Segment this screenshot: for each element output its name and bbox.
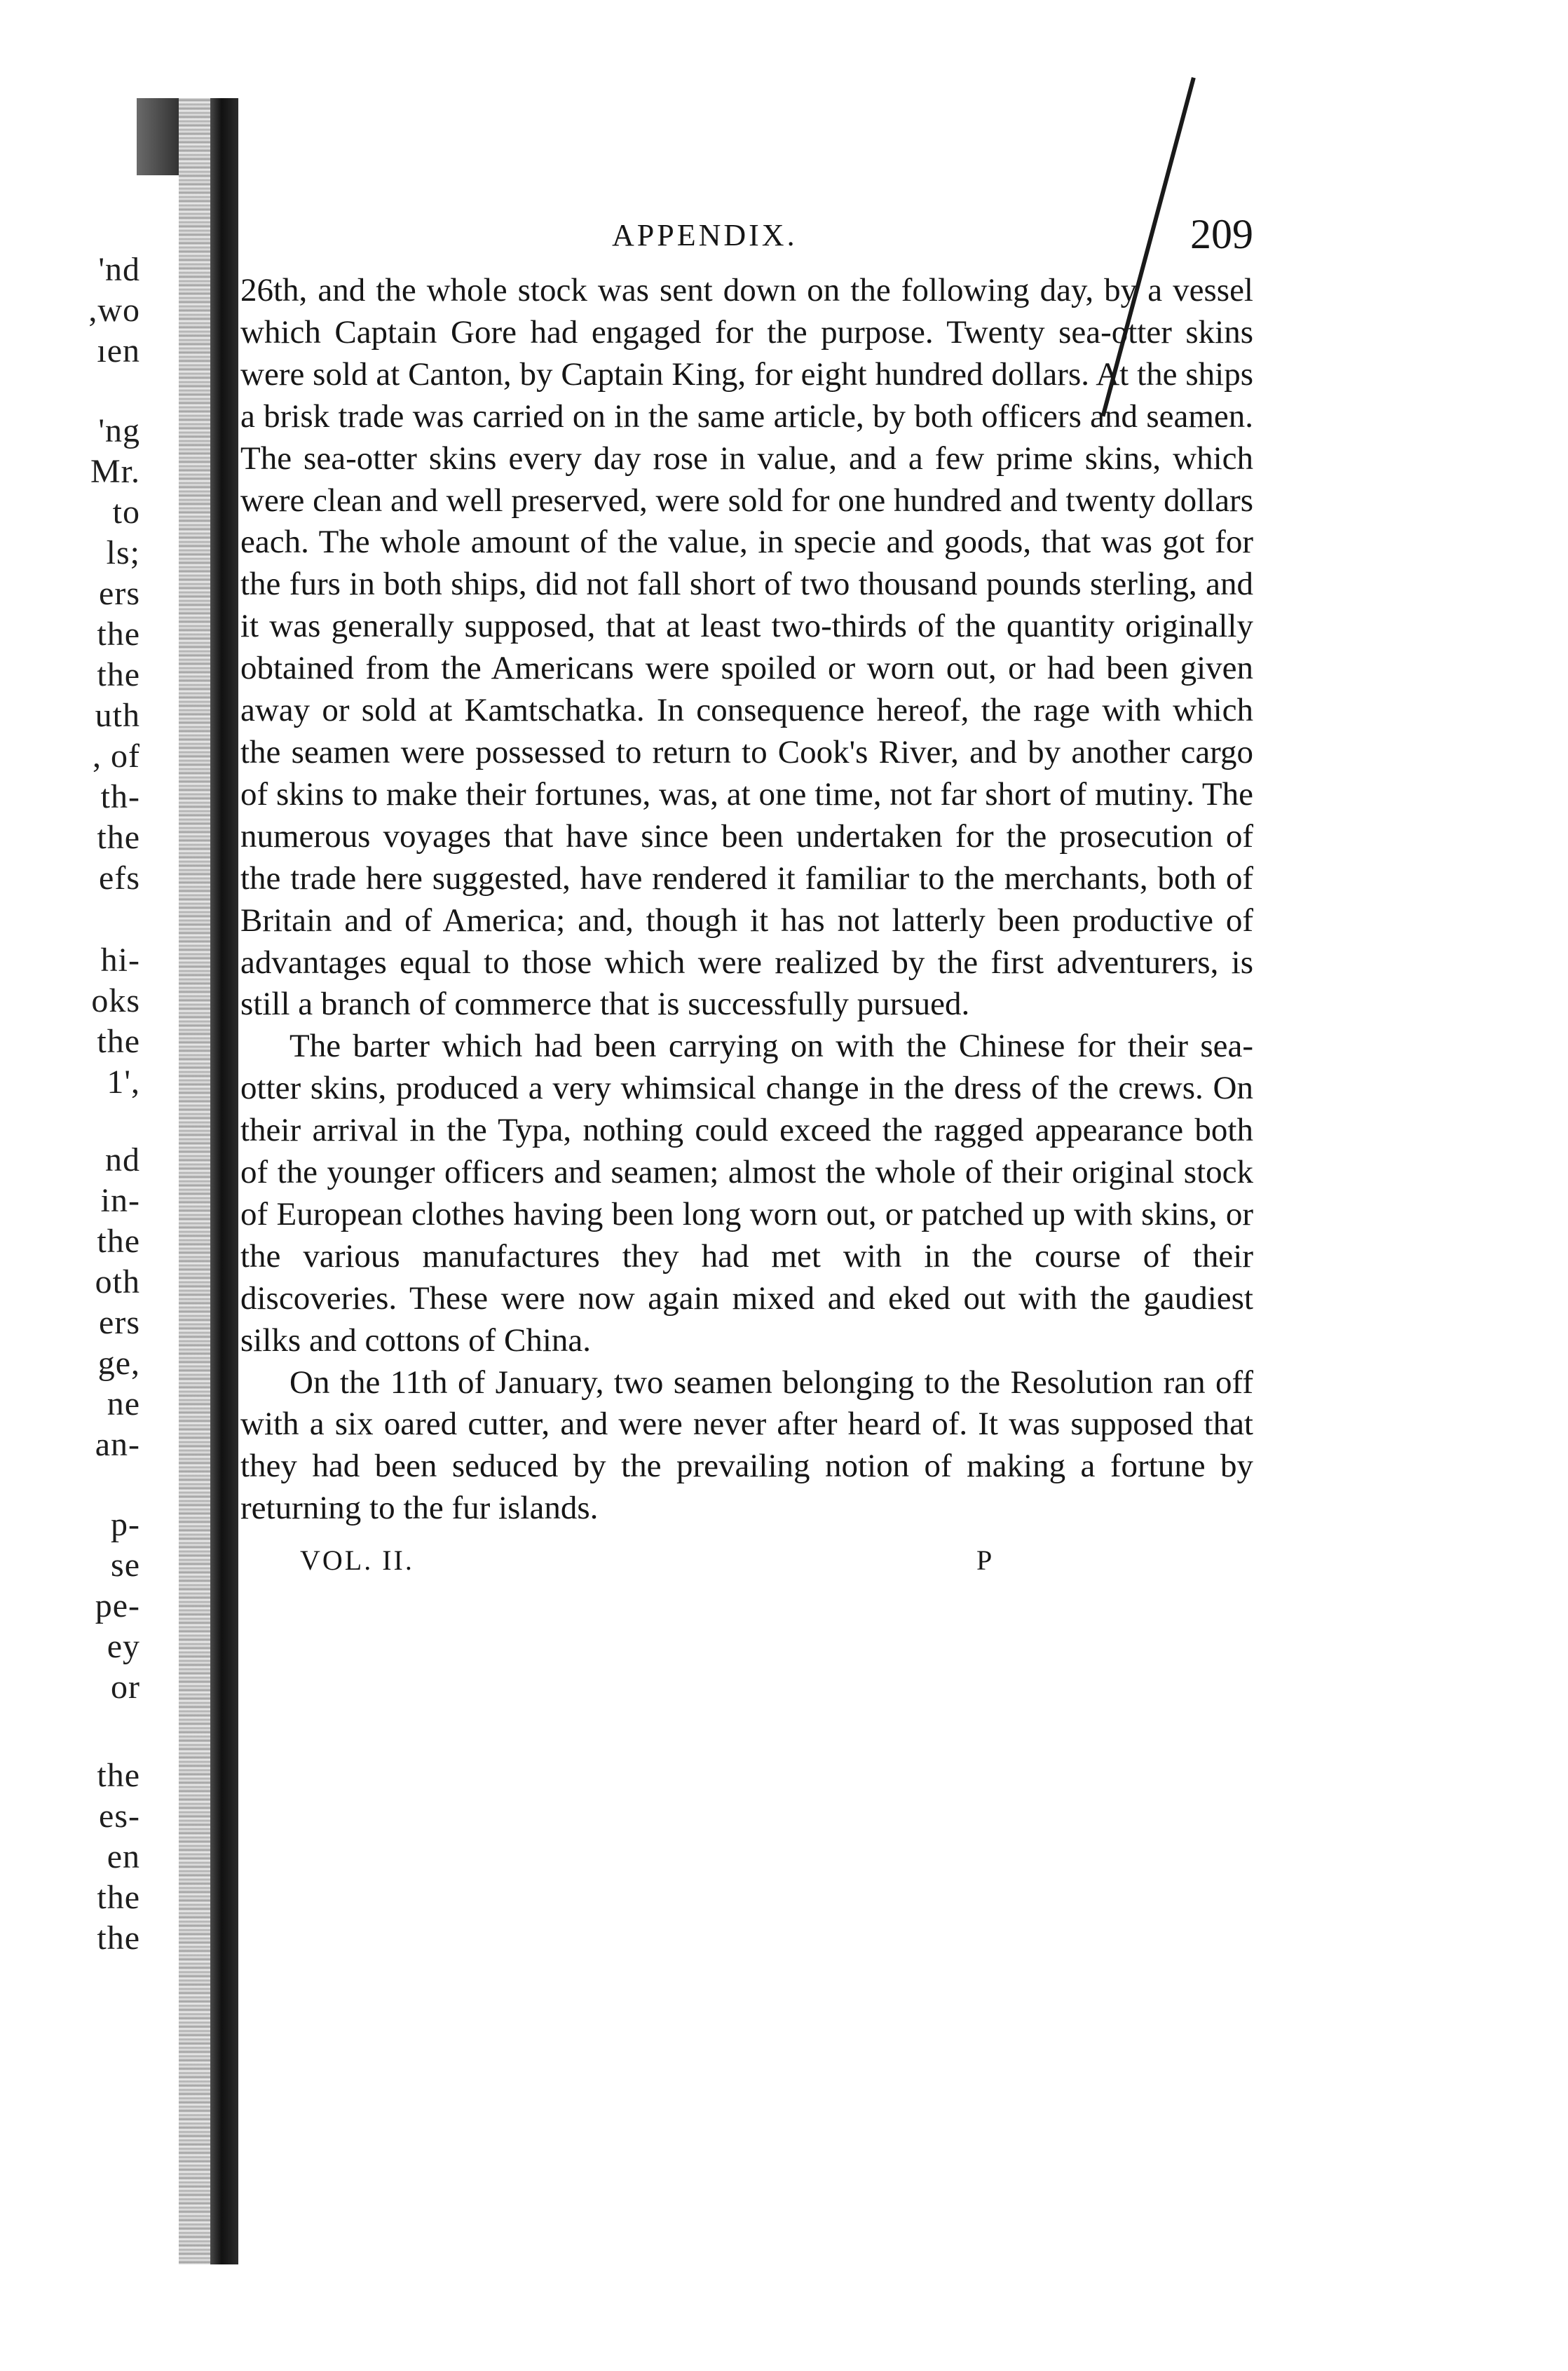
margin-fragment: , of (93, 738, 140, 775)
margin-fragment: or (111, 1669, 140, 1706)
margin-fragment: the (97, 1223, 140, 1260)
volume-mark: VOL. II. (300, 1544, 414, 1577)
running-head: APPENDIX. (612, 218, 798, 252)
page-number: 209 (1190, 211, 1253, 257)
margin-fragment: uth (95, 697, 140, 734)
paragraph-3: On the 11th of January, two seamen belonging to the Resolution ran off with a six oared cutter, and were never after heard of. It was supposed that they had been seduced by the prevailing notion of making a fortune by returning to the fur islands. (240, 1364, 1253, 1527)
margin-fragment: th- (100, 778, 140, 815)
margin-fragment: oks (91, 982, 140, 1019)
margin-fragment: to (112, 494, 140, 531)
margin-fragment: efs (99, 860, 140, 897)
margin-fragment: 1', (107, 1064, 140, 1101)
body-text (240, 270, 1253, 1530)
margin-fragment: the (97, 1879, 140, 1916)
paragraph-2: The barter which had been carrying on with the Chinese for their sea-otter skins, produced a very whimsical change in the dress of the crews. On their arrival in the Typa, nothing could exceed the ragged appearance both of the younger officers and seamen; almost the whole of their original stock of European clothes having been long worn out, or patched up with skins, or the various manufactures they had met with in the course of their discoveries. These were now again mixed and eked out with the gaudiest silks and cottons of China. (240, 1028, 1253, 1359)
page-spine-shadow (210, 98, 238, 2264)
margin-fragment: the (97, 1920, 140, 1957)
margin-fragment: 'ng (98, 412, 140, 449)
page-header (240, 210, 1253, 270)
book-page (240, 210, 1253, 1593)
margin-fragment: es- (99, 1798, 140, 1835)
margin-fragment: ,wo (88, 292, 140, 329)
margin-fragment: ey (107, 1628, 140, 1665)
page-footer (240, 1544, 1253, 1593)
margin-fragment: oth (95, 1263, 140, 1300)
margin-fragment: se (111, 1547, 140, 1584)
margin-fragment: the (97, 656, 140, 693)
margin-fragment: in- (100, 1182, 140, 1219)
margin-fragment: the (97, 1757, 140, 1794)
binding-edge-top (137, 98, 179, 175)
margin-fragment: an- (95, 1426, 140, 1463)
margin-fragment: Mr. (90, 453, 140, 490)
margin-fragment: the (97, 819, 140, 856)
margin-fragment: the (97, 616, 140, 653)
margin-fragment: en (107, 1838, 140, 1875)
margin-fragment: ne (107, 1385, 140, 1422)
margin-fragment: pe- (95, 1587, 140, 1624)
margin-fragment: ls; (106, 534, 140, 571)
margin-fragment: ıen (97, 332, 140, 369)
margin-fragment: ers (99, 575, 140, 612)
margin-fragment: hi- (100, 942, 140, 979)
margin-fragment: the (97, 1023, 140, 1060)
margin-fragment: 'nd (98, 251, 140, 288)
margin-fragment: ers (99, 1304, 140, 1341)
margin-fragment: p- (111, 1506, 140, 1543)
margin-fragment: nd (105, 1141, 140, 1178)
signature-mark: P (976, 1544, 993, 1577)
paragraph-1: 26th, and the whole stock was sent down on the following day, by a vessel which Captain Gore had engaged for the purpose. Twenty sea-otter skins were sold at Canton, by Captain King, for eight hundred dollars. At the ships a brisk trade was carried on in the same article, by both officers and seamen. The sea-otter skins every day rose in value, and a few prime skins, which were clean and well preserved, were sold for one hundred and twenty dollars each. The whole amount of the value, in specie and goods, that was got for the furs in both ships, did not fall short of two thousand pounds sterling, and it was generally supposed, that at least two-thirds of the quantity originally obtained from the Americans were spoiled or worn out, or had been given away or sold at Kamtschatka. In consequence hereof, the rage with which the seamen were possessed to return to Cook's River, and by another cargo of skins to make their fortunes, was, at one time, not far short of mutiny. The numerous voyages that have since been undertaken for the prosecution of the trade here suggested, have rendered it familiar to the merchants, both of Britain and of America; and, though it has not latterly been productive of advantages equal to those which were realized by the first adventurers, is still a branch of commerce that is successfully pursued. (240, 272, 1253, 1023)
margin-fragment: ge, (97, 1345, 140, 1382)
